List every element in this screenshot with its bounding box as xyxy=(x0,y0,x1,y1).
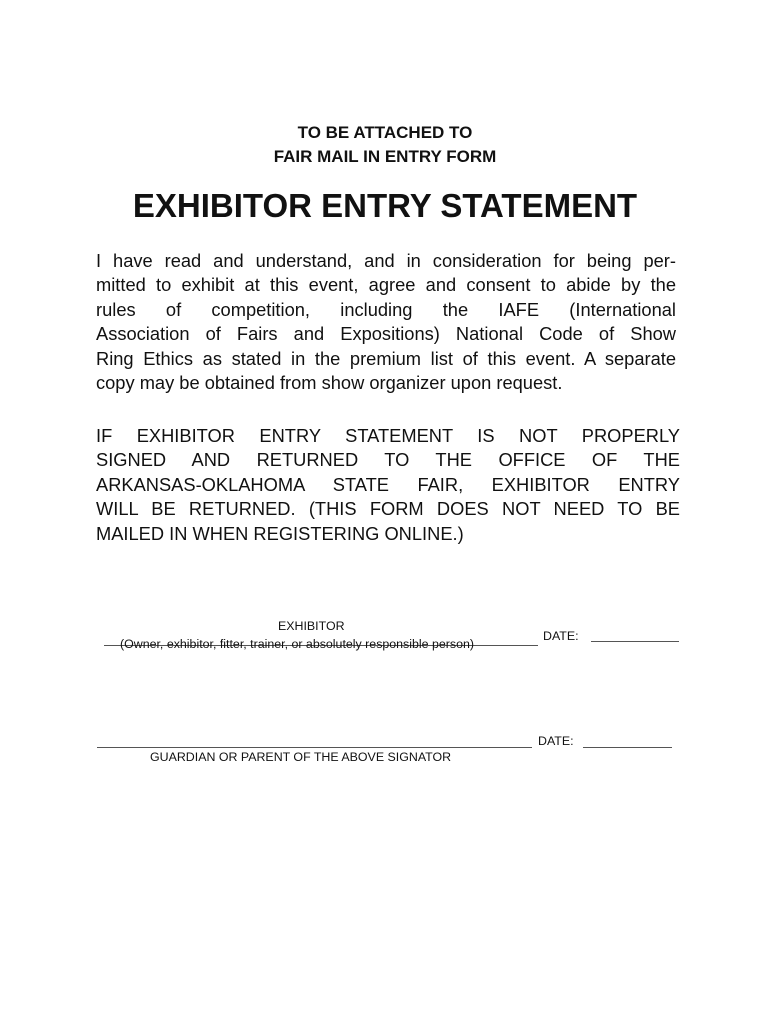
guardian-date-line[interactable] xyxy=(583,747,672,748)
statement-line: I have read and understand, and in consideration for being per- xyxy=(96,250,676,271)
statement-line: Association of Fairs and Expositions) National Code of Show xyxy=(96,323,676,345)
statement-line: rules of competition, including the IAFE (International xyxy=(96,298,676,320)
statement-line: copy may be obtained from show organizer upon request. xyxy=(96,372,563,394)
warning-line: MAILED IN WHEN REGISTERING ONLINE.) xyxy=(96,522,464,544)
exhibitor-date-label: DATE: xyxy=(543,629,579,643)
attach-instruction-line-1: TO BE ATTACHED TO xyxy=(297,123,473,142)
statement-line: mitted to exhibit at this event, agree and consent to abide by the xyxy=(96,274,676,296)
warning-line: SIGNED AND RETURNED TO THE OFFICE OF THE xyxy=(96,449,680,471)
guardian-signature-label: GUARDIAN OR PARENT OF THE ABOVE SIGNATOR xyxy=(150,750,452,764)
page-title: EXHIBITOR ENTRY STATEMENT xyxy=(132,187,638,224)
warning-line: ARKANSAS-OKLAHOMA STATE FAIR, EXHIBITOR ENTRY xyxy=(96,473,680,495)
exhibitor-signature-label: EXHIBITOR xyxy=(278,619,345,633)
warning-paragraph xyxy=(96,424,680,546)
guardian-signature-line[interactable] xyxy=(97,747,532,748)
guardian-date-label: DATE: xyxy=(538,734,574,748)
warning-line: WILL BE RETURNED. (THIS FORM DOES NOT NEED TO BE xyxy=(96,498,680,520)
warning-line: IF EXHIBITOR ENTRY STATEMENT IS NOT PROPERLY xyxy=(96,425,680,446)
attach-instruction-line-2: FAIR MAIL IN ENTRY FORM xyxy=(273,147,497,166)
statement-line: Ring Ethics as stated in the premium list of this event. A separate xyxy=(96,347,676,369)
exhibitor-date-line[interactable] xyxy=(591,641,679,642)
statement-paragraph xyxy=(96,249,676,395)
exhibitor-signature-sublabel: (Owner, exhibitor, fitter, trainer, or absolutely responsible person) xyxy=(120,637,474,651)
